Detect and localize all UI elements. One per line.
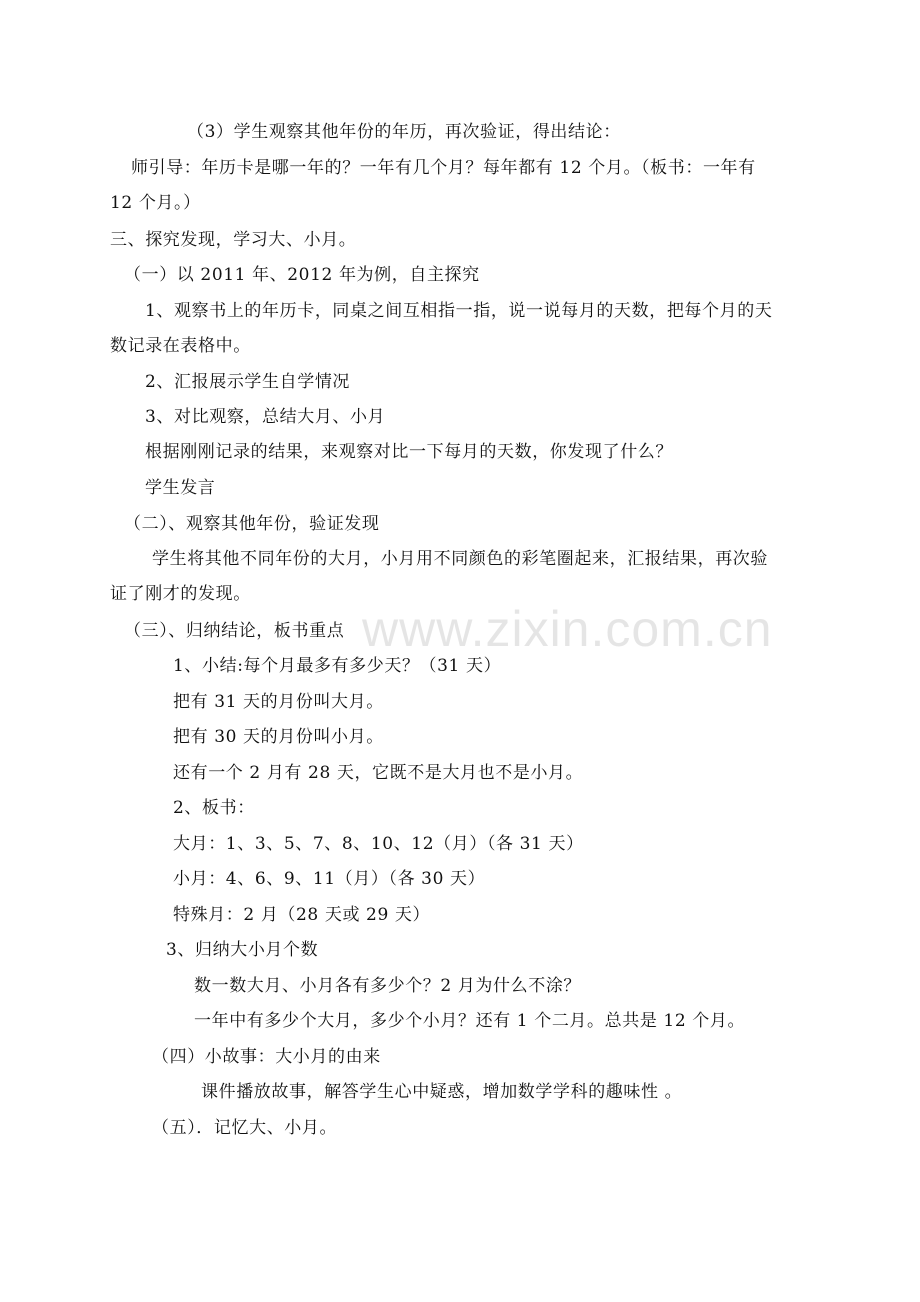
text-line: 证了刚才的发现。	[110, 584, 251, 604]
subsection-heading: （二）、观察其他年份，验证发现	[124, 514, 380, 534]
text-line: 课件播放故事，解答学生心中疑惑，增加数学学科的趣味性 。	[201, 1082, 683, 1102]
subsection-heading: （一）以 2011 年、2012 年为例，自主探究	[124, 265, 480, 285]
text-line: 学生发言	[145, 478, 216, 498]
text-line: 1、小结:每个月最多有多少天？（31 天）	[173, 656, 502, 676]
watermark: www.zixin.com.cn	[362, 601, 773, 657]
text-line: 2、板书：	[173, 798, 255, 818]
text-line: 学生将其他不同年份的大月，小月用不同颜色的彩笔圈起来，汇报结果，再次验	[152, 549, 768, 569]
text-line: 一年中有多少个大月，多少个小月？还有 1 个二月。总共是 12 个月。	[194, 1011, 746, 1031]
text-line: 师引导：年历卡是哪一年的？一年有几个月？每年都有 12 个月。（板书：一年有	[131, 158, 756, 178]
subsection-heading: （五）．记忆大、小月。	[152, 1118, 338, 1138]
text-line: 数记录在表格中。	[110, 336, 251, 356]
subsection-heading: （四）小故事：大小月的由来	[152, 1047, 381, 1067]
text-line: 数一数大月、小月各有多少个？2 月为什么不涂？	[194, 976, 582, 996]
text-line: 把有 31 天的月份叫大月。	[173, 692, 384, 712]
text-line: 把有 30 天的月份叫小月。	[173, 727, 384, 747]
text-line: 1、观察书上的年历卡，同桌之间互相指一指，说一说每月的天数，把每个月的天	[145, 301, 773, 321]
section-heading: 三、探究发现，学习大、小月。	[110, 230, 357, 250]
text-line: 大月：1、3、5、7、8、10、12（月）（各 31 天）	[173, 834, 584, 854]
text-line: 2、汇报展示学生自学情况	[145, 372, 351, 392]
text-line: 根据刚刚记录的结果，来观察对比一下每月的天数，你发现了什么？	[145, 442, 673, 462]
text-line: 还有一个 2 月有 28 天，它既不是大月也不是小月。	[173, 763, 584, 783]
text-line: 3、对比观察，总结大月、小月	[145, 407, 386, 427]
subsection-heading: （三）、归纳结论，板书重点	[124, 621, 345, 641]
text-line: 12 个月。）	[110, 193, 201, 213]
text-line: 小月：4、6、9、11（月）（各 30 天）	[173, 869, 486, 889]
text-line: （3）学生观察其他年份的年历，再次验证，得出结论：	[187, 122, 621, 142]
text-line: 特殊月：2 月（28 天或 29 天）	[173, 905, 431, 925]
text-line: 3、归纳大小月个数	[166, 940, 319, 960]
